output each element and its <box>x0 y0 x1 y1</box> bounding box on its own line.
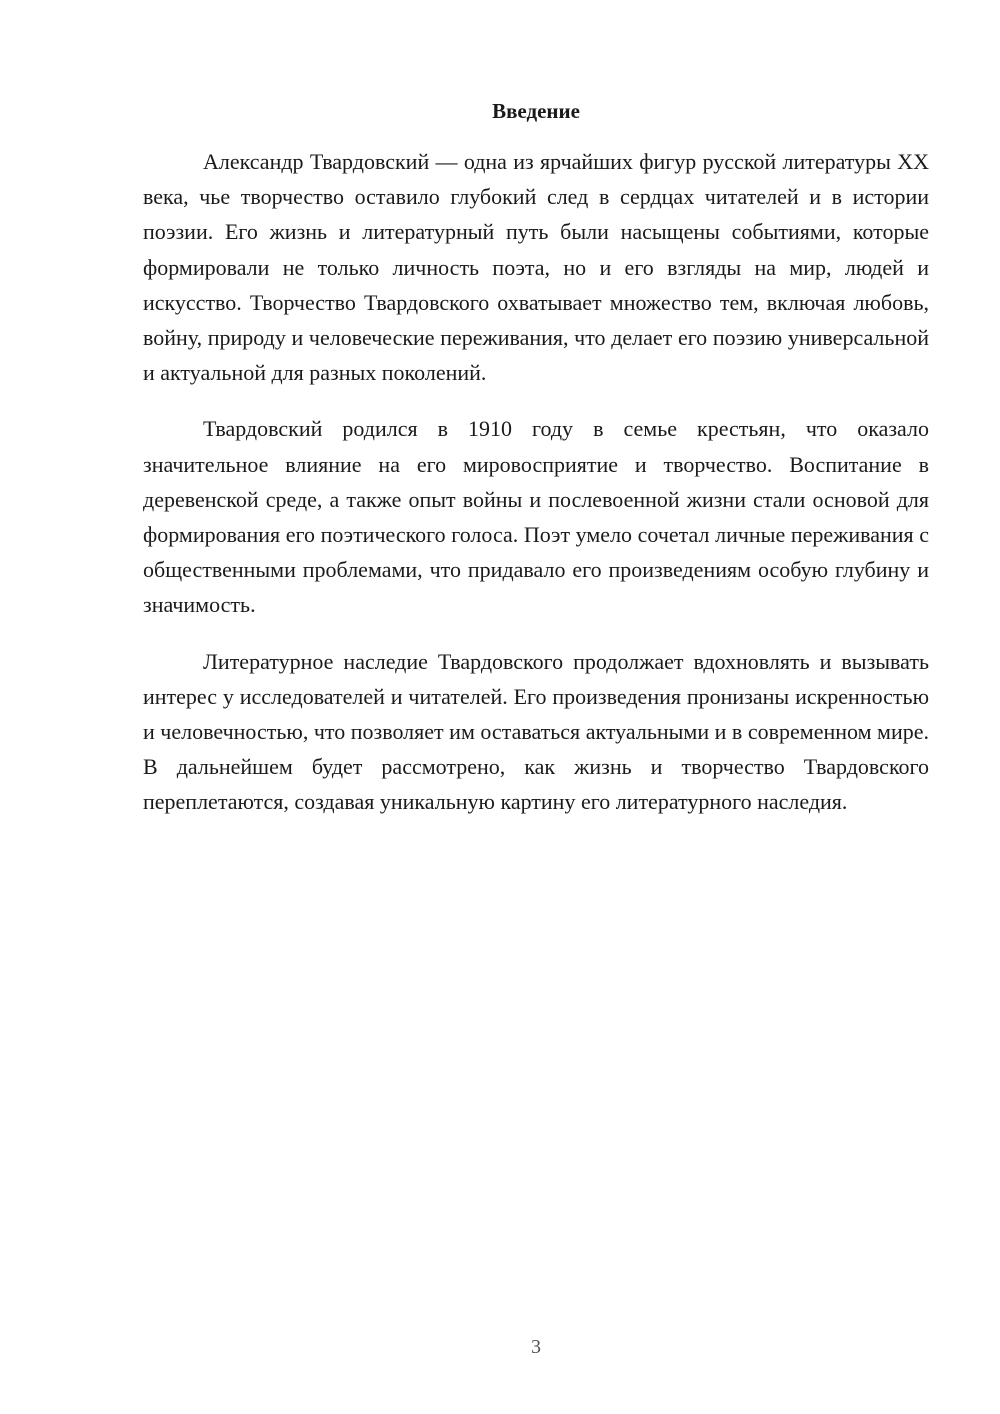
page-number: 3 <box>531 1336 541 1358</box>
paragraph-2: Твардовский родился в 1910 году в семье крестьян, что оказало значительное влияние на его мировосприятие и творчество. Воспитание в деревенской среде, а также опыт войны и послевоенной жизни стали основой для формирования его поэтического голоса. Поэт умело сочетал личные переживания с общественными проблемами, что придавало его произведениям особую глубину и значимость. <box>143 416 929 618</box>
section-heading: Введение <box>492 99 580 123</box>
paragraph-3: Литературное наследие Твардовского продолжает вдохновлять и вызывать интерес у исследователей и читателей. Его произведения пронизаны искренностью и человечностью, что позволяет им оставаться актуальными и в современном мире. В дальнейшем будет рассмотрено, как жизнь и творчество Твардовского переплетаются, создавая уникальную картину его литературного наследия. <box>143 648 929 815</box>
body-text <box>143 144 929 841</box>
paragraph-1: Александр Твардовский — одна из ярчайших фигур русской литературы XX века, чье творчество оставило глубокий след в сердцах читателей и в истории поэзии. Его жизнь и литературный путь были насыщены событиями, которые формировали не только личность поэта, но и его взгляды на мир, людей и искусство. Творчество Твардовского охватывает множество тем, включая любовь, войну, природу и человеческие переживания, что делает его поэзию универсальной и актуальной для разных поколений. <box>143 149 929 386</box>
